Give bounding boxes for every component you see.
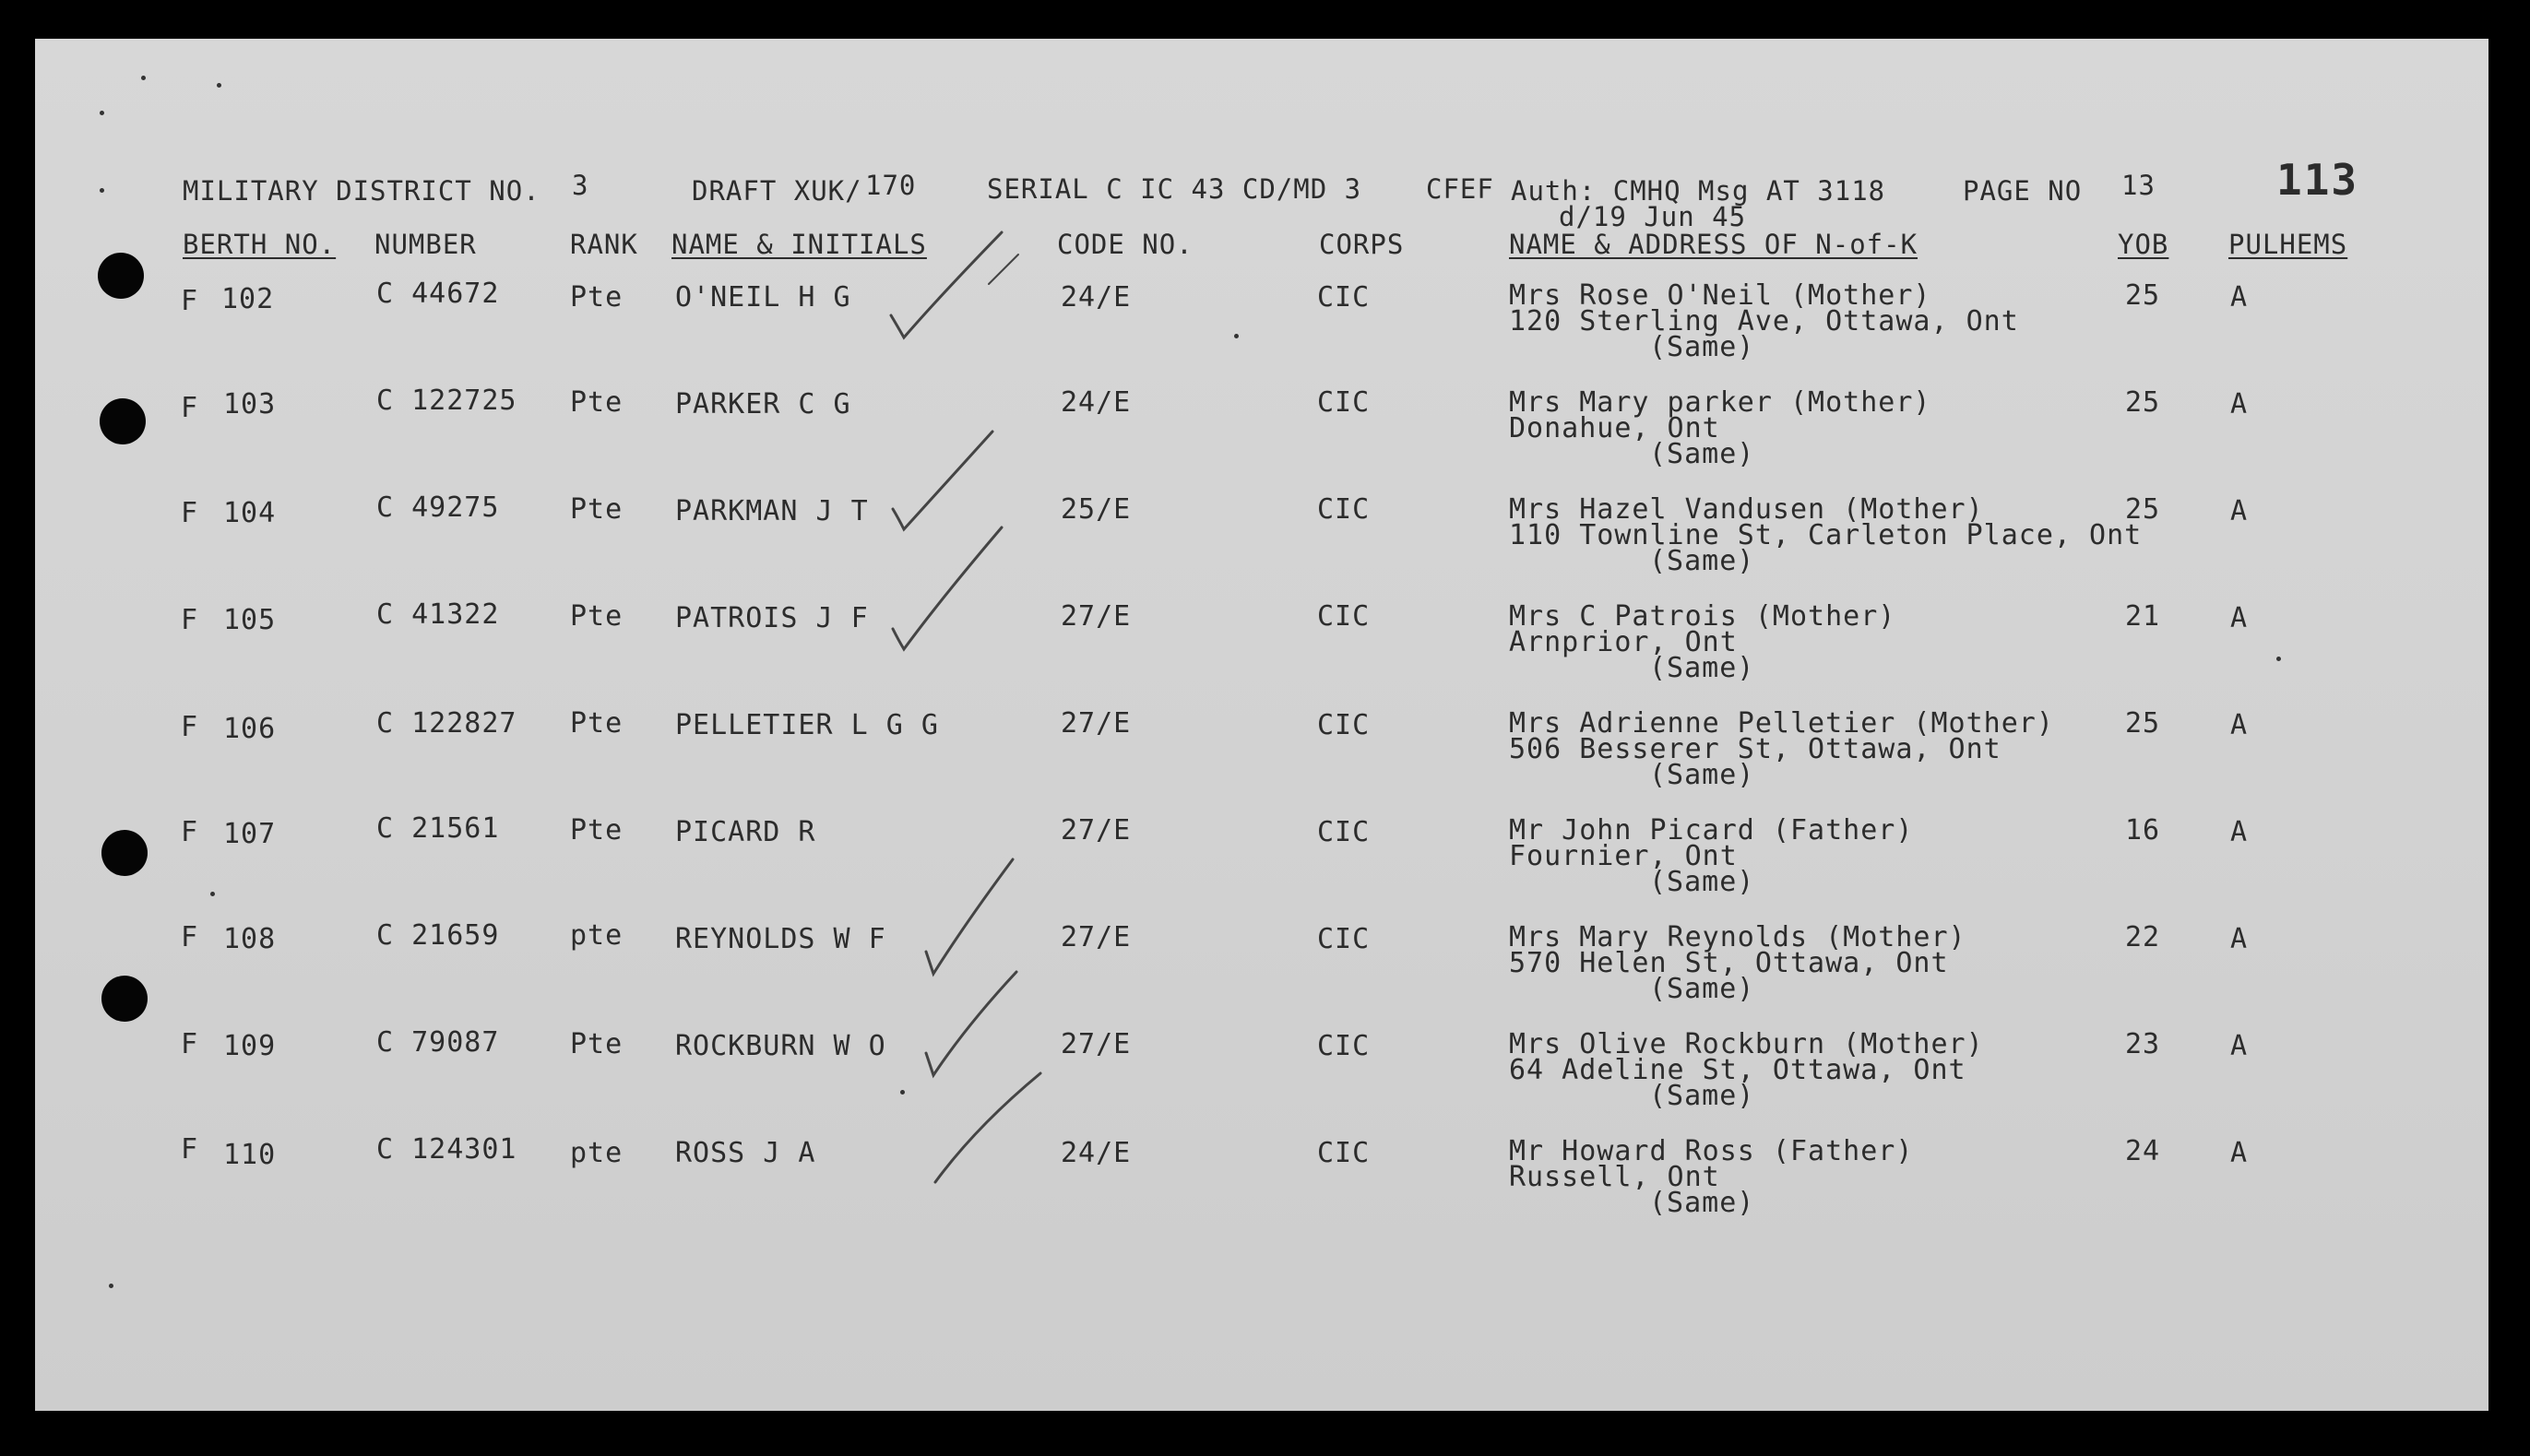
service-number: C 49275 xyxy=(376,491,500,524)
serial: SERIAL C IC 43 CD/MD 3 xyxy=(987,173,1362,205)
service-number: C 79087 xyxy=(376,1026,500,1059)
berth-no: 105 xyxy=(223,604,277,636)
berth-prefix: F xyxy=(181,1028,199,1060)
speck xyxy=(2276,657,2281,661)
code-no: 25/E xyxy=(1061,493,1132,526)
rank: Pte xyxy=(570,1028,624,1060)
pulhems: A xyxy=(2230,1137,2249,1169)
speck xyxy=(100,188,104,193)
col-berth-no: BERTH NO. xyxy=(183,229,337,260)
pulhems: A xyxy=(2230,388,2249,420)
yob: 16 xyxy=(2125,814,2161,846)
code-no: 27/E xyxy=(1061,600,1132,633)
nok-name: Mr John Picard (Father) xyxy=(1509,814,1914,846)
code-no: 24/E xyxy=(1061,386,1132,419)
draft-label: DRAFT XUK/ xyxy=(692,175,862,207)
nok-name: Mrs Hazel Vandusen (Mother) xyxy=(1509,493,1984,526)
name-initials: PATROIS J F xyxy=(675,602,869,634)
col-number: NUMBER xyxy=(374,229,477,260)
nok-address: Fournier, Ont xyxy=(1509,840,1738,872)
berth-prefix: F xyxy=(181,392,199,424)
corps: CIC xyxy=(1317,923,1371,955)
col-corps: CORPS xyxy=(1319,229,1405,260)
nok-name: Mrs Adrienne Pelletier (Mother) xyxy=(1509,707,2054,740)
code-no: 27/E xyxy=(1061,707,1132,740)
code-no: 24/E xyxy=(1061,281,1132,314)
yob: 25 xyxy=(2125,386,2161,419)
cfef: CFEF xyxy=(1426,173,1494,205)
district-number: 3 xyxy=(572,170,589,201)
page-label: PAGE NO xyxy=(1963,175,2083,207)
punch-hole xyxy=(101,830,148,876)
name-initials: PARKER C G xyxy=(675,388,851,420)
auth-line-1: Auth: CMHQ Msg AT 3118 xyxy=(1511,175,1886,207)
berth-prefix: F xyxy=(181,604,199,636)
corps: CIC xyxy=(1317,1137,1371,1169)
service-number: C 21561 xyxy=(376,812,500,845)
corps: CIC xyxy=(1317,493,1371,526)
corps: CIC xyxy=(1317,1030,1371,1062)
berth-prefix: F xyxy=(181,921,199,953)
nok-address: 120 Sterling Ave, Ottawa, Ont xyxy=(1509,305,2019,337)
district-label: MILITARY DISTRICT NO. xyxy=(183,175,540,207)
berth-no: 107 xyxy=(223,818,277,850)
nok-name: Mrs Mary Reynolds (Mother) xyxy=(1509,921,1966,953)
nominal-roll-sheet xyxy=(35,39,2488,1411)
nok-note: (Same) xyxy=(1649,438,1755,470)
nok-address: 506 Besserer St, Ottawa, Ont xyxy=(1509,733,2001,765)
nok-note: (Same) xyxy=(1649,866,1755,898)
name-initials: O'NEIL H G xyxy=(675,281,851,314)
nok-address: Arnprior, Ont xyxy=(1509,626,1738,658)
nok-note: (Same) xyxy=(1649,652,1755,684)
yob: 25 xyxy=(2125,493,2161,526)
corps: CIC xyxy=(1317,386,1371,419)
code-no: 27/E xyxy=(1061,1028,1132,1060)
nok-address: 110 Townline St, Carleton Place, Ont xyxy=(1509,519,2143,551)
rank: Pte xyxy=(570,493,624,526)
pulhems: A xyxy=(2230,602,2249,634)
name-initials: REYNOLDS W F xyxy=(675,923,886,955)
nok-address: Donahue, Ont xyxy=(1509,412,1720,444)
pulhems: A xyxy=(2230,816,2249,848)
col-yob: YOB xyxy=(2118,229,2169,260)
check-mark-icon xyxy=(884,223,1022,352)
auth-line-2: d/19 Jun 45 xyxy=(1559,201,1747,232)
pulhems: A xyxy=(2230,495,2249,527)
page-number: 13 xyxy=(2121,170,2156,201)
yob: 22 xyxy=(2125,921,2161,953)
nok-address: 570 Helen St, Ottawa, Ont xyxy=(1509,947,1949,979)
name-initials: PICARD R xyxy=(675,816,816,848)
nok-name: Mrs Mary parker (Mother) xyxy=(1509,386,1931,419)
nok-address: Russell, Ont xyxy=(1509,1161,1720,1193)
nok-address: 64 Adeline St, Ottawa, Ont xyxy=(1509,1054,1966,1086)
berth-prefix: F xyxy=(181,497,199,529)
speck xyxy=(210,892,215,896)
nok-note: (Same) xyxy=(1649,1080,1755,1112)
rank: pte xyxy=(570,919,624,952)
pulhems: A xyxy=(2230,709,2249,741)
speck xyxy=(109,1284,113,1288)
corps: CIC xyxy=(1317,709,1371,741)
code-no: 27/E xyxy=(1061,921,1132,953)
yob: 25 xyxy=(2125,707,2161,740)
nok-note: (Same) xyxy=(1649,973,1755,1005)
berth-prefix: F xyxy=(181,711,199,743)
speck xyxy=(1234,334,1239,338)
check-mark-icon xyxy=(884,518,1022,666)
code-no: 27/E xyxy=(1061,814,1132,846)
col-rank: RANK xyxy=(570,229,638,260)
nok-name: Mrs Rose O'Neil (Mother) xyxy=(1509,279,1931,312)
nok-name: Mrs C Patrois (Mother) xyxy=(1509,600,1896,633)
berth-no: 106 xyxy=(223,713,277,745)
draft-number: 170 xyxy=(865,170,917,201)
yob: 23 xyxy=(2125,1028,2161,1060)
col-name-initials: NAME & INITIALS xyxy=(671,229,927,260)
speck xyxy=(100,111,104,115)
pulhems: A xyxy=(2230,1030,2249,1062)
name-initials: ROCKBURN W O xyxy=(675,1030,886,1062)
yob: 25 xyxy=(2125,279,2161,312)
speck xyxy=(900,1090,905,1095)
service-number: C 122725 xyxy=(376,385,517,417)
corps: CIC xyxy=(1317,600,1371,633)
name-initials: PARKMAN J T xyxy=(675,495,869,527)
berth-no: 109 xyxy=(223,1030,277,1062)
service-number: C 41322 xyxy=(376,598,500,631)
name-initials: PELLETIER L G G xyxy=(675,709,939,741)
punch-hole xyxy=(101,976,148,1022)
berth-prefix: F xyxy=(181,816,199,848)
rank: Pte xyxy=(570,281,624,314)
nok-note: (Same) xyxy=(1649,759,1755,791)
berth-prefix: F xyxy=(181,285,199,317)
speck xyxy=(141,76,146,80)
yob: 24 xyxy=(2125,1135,2161,1167)
code-no: 24/E xyxy=(1061,1137,1132,1169)
corps: CIC xyxy=(1317,816,1371,848)
service-number: C 124301 xyxy=(376,1133,517,1166)
service-number: C 21659 xyxy=(376,919,500,952)
punch-hole xyxy=(100,398,146,444)
berth-no: 102 xyxy=(221,283,275,315)
punch-hole xyxy=(98,253,144,299)
col-code-no: CODE NO. xyxy=(1057,229,1194,260)
rank: Pte xyxy=(570,814,624,846)
sheet-number: 113 xyxy=(2276,155,2359,205)
pulhems: A xyxy=(2230,281,2249,314)
check-mark-icon xyxy=(985,251,1022,288)
rank: Pte xyxy=(570,386,624,419)
speck xyxy=(217,83,221,88)
berth-prefix: F xyxy=(181,1133,199,1166)
corps: CIC xyxy=(1317,281,1371,314)
check-mark-icon xyxy=(921,1062,1059,1201)
nok-note: (Same) xyxy=(1649,1187,1755,1219)
berth-no: 108 xyxy=(223,923,277,955)
col-nok: NAME & ADDRESS OF N-of-K xyxy=(1509,229,1918,260)
nok-note: (Same) xyxy=(1649,545,1755,577)
name-initials: ROSS J A xyxy=(675,1137,816,1169)
berth-no: 103 xyxy=(223,388,277,420)
nok-note: (Same) xyxy=(1649,331,1755,363)
yob: 21 xyxy=(2125,600,2161,633)
rank: Pte xyxy=(570,600,624,633)
nok-name: Mrs Olive Rockburn (Mother) xyxy=(1509,1028,1984,1060)
pulhems: A xyxy=(2230,923,2249,955)
rank: pte xyxy=(570,1137,624,1169)
berth-no: 110 xyxy=(223,1139,277,1171)
service-number: C 122827 xyxy=(376,707,517,740)
service-number: C 44672 xyxy=(376,278,500,310)
berth-no: 104 xyxy=(223,497,277,529)
rank: Pte xyxy=(570,707,624,740)
col-pulhems: PULHEMS xyxy=(2228,229,2348,260)
nok-name: Mr Howard Ross (Father) xyxy=(1509,1135,1914,1167)
